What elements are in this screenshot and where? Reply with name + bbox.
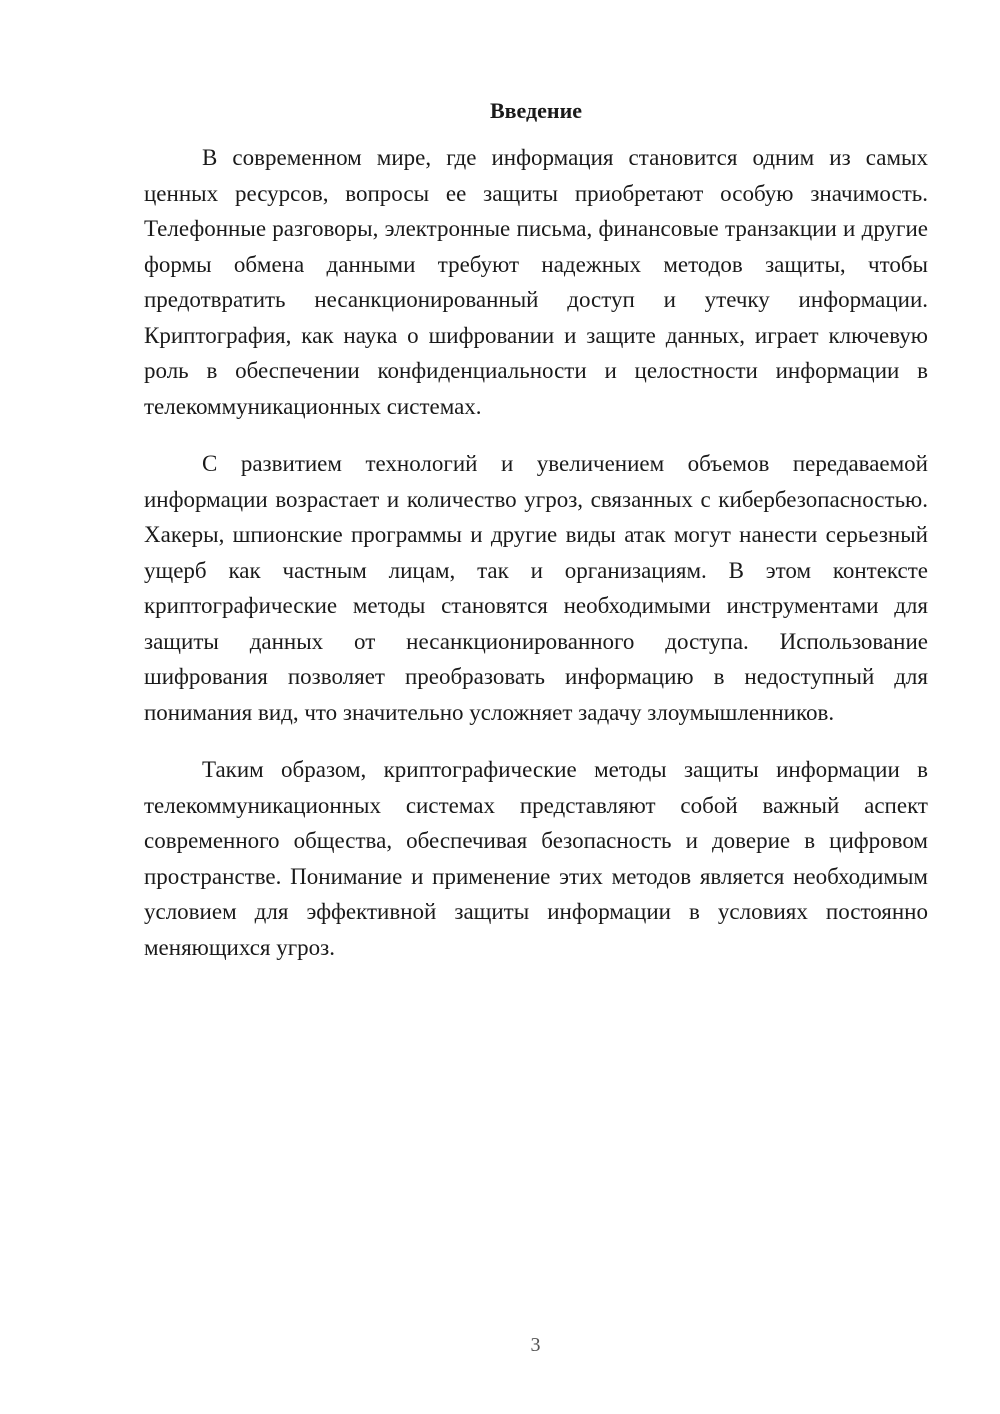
paragraph-3: Таким образом, криптографические методы защиты информации в телекоммуникационных системах представляют собой важный аспект современного общества, обеспечивая безопасность и доверие в цифровом пространстве. Понимание и применение этих методов является необходимым условием для эффективной защиты информации в условиях постоянно меняющихся угроз.	[144, 757, 928, 960]
page-number: 3	[530, 1334, 541, 1356]
page-content	[144, 96, 928, 987]
paragraph-2: С развитием технологий и увеличением объемов передаваемой информации возрастает и количество угроз, связанных с кибербезопасностью. Хакеры, шпионские программы и другие виды атак могут нанести серьезный ущерб как частным лицам, так и организациям. В этом контексте криптографические методы становятся необходимыми инструментами для защиты данных от несанкционированного доступа. Использование шифрования позволяет преобразовать информацию в недоступный для понимания вид, что значительно усложняет задачу злоумышленников.	[144, 451, 928, 725]
section-heading: Введение	[489, 98, 583, 123]
paragraph-1: В современном мире, где информация становится одним из самых ценных ресурсов, вопросы ее защиты приобретают особую значимость. Телефонные разговоры, электронные письма, финансовые транзакции и другие формы обмена данными требуют надежных методов защиты, чтобы предотвратить несанкционированный доступ и утечку информации. Криптография, как наука о шифровании и защите данных, играет ключевую роль в обеспечении конфиденциальности и целостности информации в телекоммуникационных системах.	[144, 145, 928, 419]
